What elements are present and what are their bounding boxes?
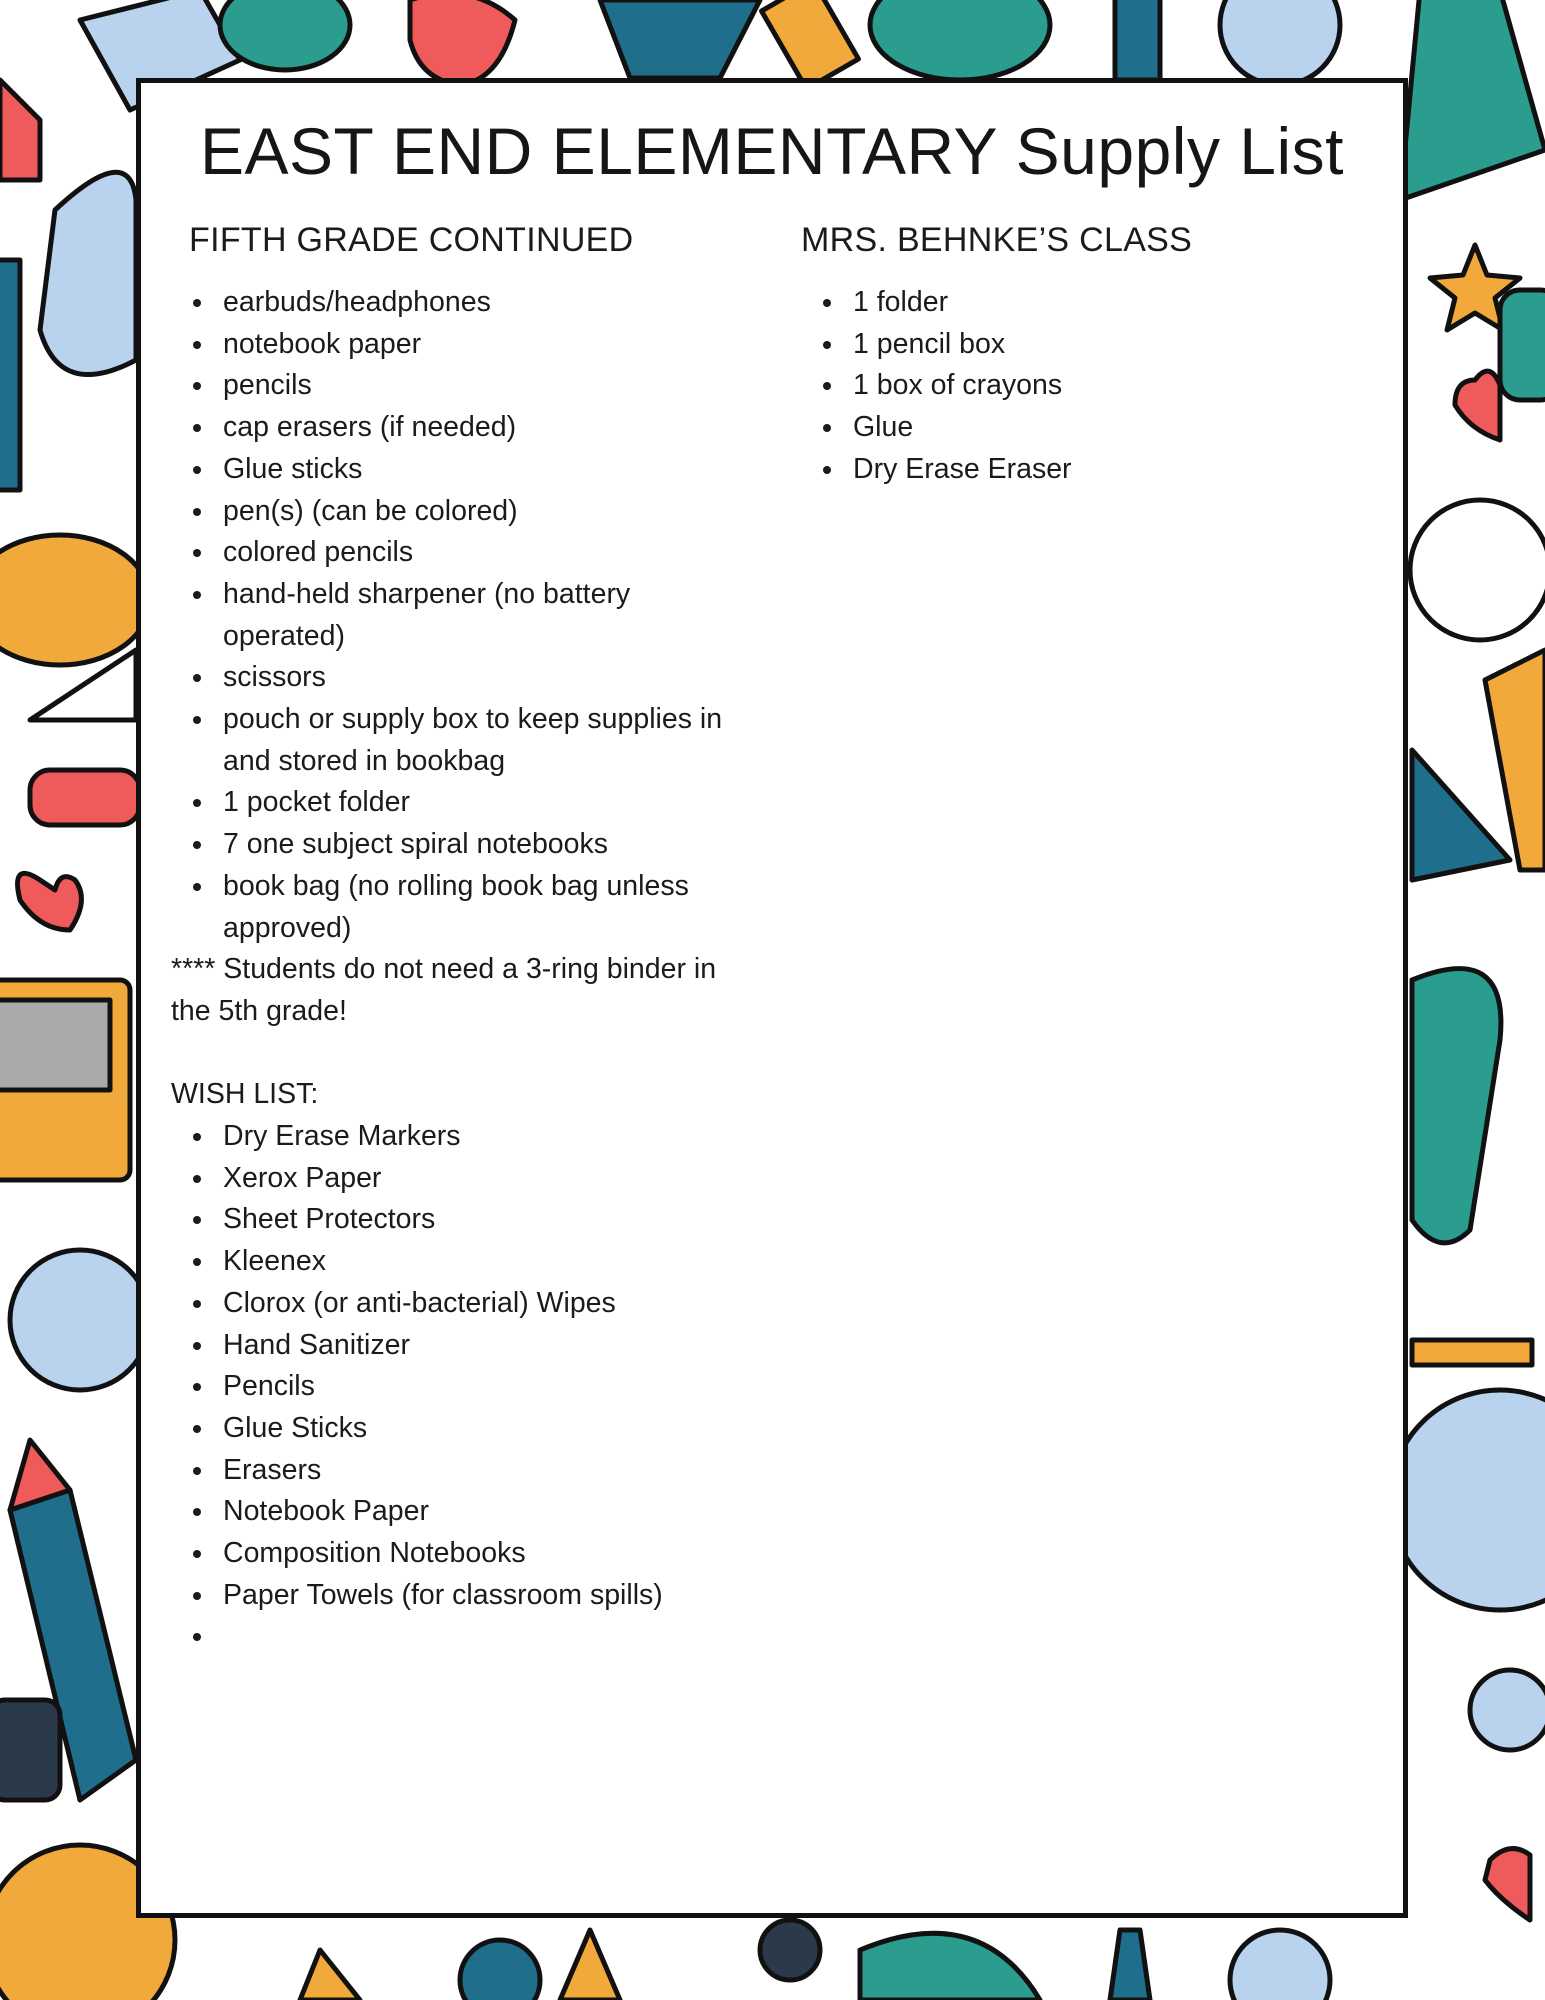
list-item: 1 box of crayons: [853, 365, 1361, 407]
binder-note: **** Students do not need a 3-ring binder in the 5th grade!: [171, 953, 717, 1027]
list-item: Paper Towels (for classroom spills): [223, 1575, 741, 1617]
list-item: cap erasers (if needed): [223, 407, 741, 449]
flask-bottom-icon: [1412, 969, 1501, 1243]
pencil-bottom-icon: [300, 1950, 360, 2000]
globe-bottom-icon: [1230, 1930, 1330, 2000]
heart-icon: [18, 873, 82, 930]
alarm-clock-icon: [10, 1250, 150, 1390]
wheel-icon: [760, 1920, 820, 1980]
triangle-ruler-right-icon: [1412, 750, 1510, 880]
tablet-screen-icon: [0, 1000, 110, 1090]
list-item: Notebook Paper: [223, 1491, 741, 1533]
list-item: 7 one subject spiral notebooks: [223, 824, 741, 866]
magnet-icon: [460, 1940, 540, 2000]
speech-bubble-icon: [40, 172, 136, 374]
list-item: Dry Erase Markers: [223, 1116, 741, 1158]
list-item: Glue sticks: [223, 449, 741, 491]
list-item: 1 pocket folder: [223, 782, 741, 824]
globe-top-icon: [1220, 0, 1340, 85]
list-item: Glue: [853, 407, 1361, 449]
list-item: pen(s) (can be colored): [223, 491, 741, 533]
list-item: hand-held sharpener (no battery operated): [223, 574, 741, 657]
list-item: Pencils: [223, 1366, 741, 1408]
list-item: 1 pencil box: [853, 324, 1361, 366]
list-item: Clorox (or anti-bacterial) Wipes: [223, 1283, 741, 1325]
backpack-right-icon: [1500, 290, 1545, 400]
list-item: Composition Notebooks: [223, 1533, 741, 1575]
rocket-icon: [1110, 1930, 1150, 2000]
list-item-empty: [223, 1616, 741, 1658]
list-item: earbuds/headphones: [223, 282, 741, 324]
fifth-grade-list: [171, 282, 741, 949]
wish-list: [171, 1116, 741, 1658]
behnke-column: [801, 221, 1361, 491]
fifth-grade-column: [171, 221, 741, 1658]
ruler-left-icon: [0, 260, 20, 490]
list-item: scissors: [223, 657, 741, 699]
list-item: pouch or supply box to keep supplies in and stored in bookbag: [223, 699, 741, 782]
heart-right-icon: [1455, 371, 1500, 440]
house-icon: [0, 80, 40, 180]
page-title: EAST END ELEMENTARY Supply List: [199, 114, 1345, 188]
list-item: Kleenex: [223, 1241, 741, 1283]
list-item: colored pencils: [223, 532, 741, 574]
triangle-bottom-icon: [560, 1930, 620, 2000]
globe-icon: [1390, 1390, 1545, 1610]
list-item: Dry Erase Eraser: [853, 449, 1361, 491]
list-item: pencils: [223, 365, 741, 407]
backpack-top-icon: [870, 0, 1050, 80]
list-item: Hand Sanitizer: [223, 1325, 741, 1367]
apple-icon: [410, 0, 515, 85]
list-item: Glue Sticks: [223, 1408, 741, 1450]
marker-icon: [1115, 0, 1160, 80]
marker-left-icon: [30, 770, 140, 825]
backpack-bottom-icon: [860, 1933, 1040, 2000]
list-item: Erasers: [223, 1450, 741, 1492]
list-item: Xerox Paper: [223, 1158, 741, 1200]
list-item: notebook paper: [223, 324, 741, 366]
list-item: Sheet Protectors: [223, 1199, 741, 1241]
wish-list-heading: WISH LIST:: [171, 1078, 319, 1111]
triangle-ruler-icon: [600, 0, 760, 78]
flask-liquid-icon: [220, 0, 350, 70]
flask-right-icon: [1400, 0, 1545, 200]
supply-list-sheet: [136, 78, 1408, 1918]
flask-round-icon: [1470, 1670, 1545, 1750]
heart-bottom-icon: [1485, 1849, 1530, 1920]
headphones-cord-icon: [1410, 500, 1545, 640]
behnke-heading: MRS. BEHNKE’S CLASS: [801, 221, 1193, 259]
list-item: book bag (no rolling book bag unless approved): [223, 866, 741, 949]
list-item: 1 folder: [853, 282, 1361, 324]
bench-icon: [1412, 1340, 1532, 1365]
football-icon: [0, 535, 150, 665]
behnke-list: [801, 282, 1361, 491]
crayon-right-icon: [1485, 650, 1545, 870]
pencil-icon: [762, 0, 859, 89]
binoculars-icon: [0, 1700, 60, 1800]
fifth-grade-heading: FIFTH GRADE CONTINUED: [189, 221, 634, 259]
